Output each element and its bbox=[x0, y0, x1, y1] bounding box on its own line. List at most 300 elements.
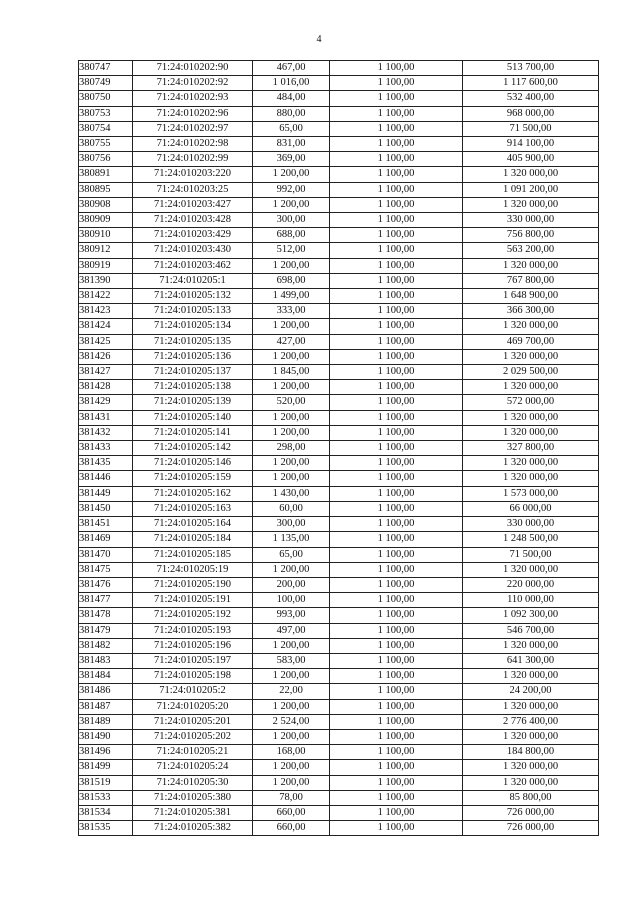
total-value-cell: 1 573 000,00 bbox=[463, 486, 599, 501]
record-id-cell: 381390 bbox=[79, 273, 133, 288]
table-row bbox=[79, 304, 599, 319]
record-id-cell: 381535 bbox=[79, 821, 133, 836]
total-value-cell: 1 248 500,00 bbox=[463, 532, 599, 547]
rate-cell: 1 100,00 bbox=[330, 304, 463, 319]
total-value-cell: 71 500,00 bbox=[463, 547, 599, 562]
total-value-cell: 2 029 500,00 bbox=[463, 365, 599, 380]
record-id-cell: 381424 bbox=[79, 319, 133, 334]
area-cell: 1 200,00 bbox=[253, 349, 330, 364]
rate-cell: 1 100,00 bbox=[330, 167, 463, 182]
total-value-cell: 405 900,00 bbox=[463, 152, 599, 167]
land-plots-table bbox=[78, 60, 599, 836]
area-cell: 660,00 bbox=[253, 821, 330, 836]
total-value-cell: 85 800,00 bbox=[463, 790, 599, 805]
record-id-cell: 381484 bbox=[79, 669, 133, 684]
total-value-cell: 1 320 000,00 bbox=[463, 197, 599, 212]
record-id-cell: 381435 bbox=[79, 456, 133, 471]
table-row bbox=[79, 471, 599, 486]
rate-cell: 1 100,00 bbox=[330, 380, 463, 395]
total-value-cell: 726 000,00 bbox=[463, 821, 599, 836]
rate-cell: 1 100,00 bbox=[330, 319, 463, 334]
table-row bbox=[79, 684, 599, 699]
cadastral-number-cell: 71:24:010202:98 bbox=[133, 137, 253, 152]
record-id-cell: 380756 bbox=[79, 152, 133, 167]
record-id-cell: 380750 bbox=[79, 91, 133, 106]
total-value-cell: 220 000,00 bbox=[463, 577, 599, 592]
record-id-cell: 381496 bbox=[79, 745, 133, 760]
area-cell: 512,00 bbox=[253, 243, 330, 258]
record-id-cell: 380912 bbox=[79, 243, 133, 258]
table-row bbox=[79, 714, 599, 729]
cadastral-number-cell: 71:24:010203:430 bbox=[133, 243, 253, 258]
cadastral-number-cell: 71:24:010202:93 bbox=[133, 91, 253, 106]
cadastral-number-cell: 71:24:010205:163 bbox=[133, 501, 253, 516]
table-row bbox=[79, 258, 599, 273]
table-row bbox=[79, 775, 599, 790]
record-id-cell: 381476 bbox=[79, 577, 133, 592]
table-row bbox=[79, 699, 599, 714]
record-id-cell: 380908 bbox=[79, 197, 133, 212]
record-id-cell: 381487 bbox=[79, 699, 133, 714]
record-id-cell: 380753 bbox=[79, 106, 133, 121]
rate-cell: 1 100,00 bbox=[330, 577, 463, 592]
record-id-cell: 380747 bbox=[79, 61, 133, 76]
total-value-cell: 1 320 000,00 bbox=[463, 167, 599, 182]
cadastral-number-cell: 71:24:010205:185 bbox=[133, 547, 253, 562]
cadastral-number-cell: 71:24:010205:193 bbox=[133, 623, 253, 638]
rate-cell: 1 100,00 bbox=[330, 213, 463, 228]
table-row bbox=[79, 486, 599, 501]
record-id-cell: 381422 bbox=[79, 289, 133, 304]
rate-cell: 1 100,00 bbox=[330, 821, 463, 836]
record-id-cell: 381431 bbox=[79, 410, 133, 425]
total-value-cell: 1 320 000,00 bbox=[463, 760, 599, 775]
record-id-cell: 380754 bbox=[79, 121, 133, 136]
area-cell: 467,00 bbox=[253, 61, 330, 76]
record-id-cell: 381482 bbox=[79, 638, 133, 653]
total-value-cell: 66 000,00 bbox=[463, 501, 599, 516]
rate-cell: 1 100,00 bbox=[330, 410, 463, 425]
rate-cell: 1 100,00 bbox=[330, 349, 463, 364]
area-cell: 65,00 bbox=[253, 547, 330, 562]
cadastral-number-cell: 71:24:010205:381 bbox=[133, 805, 253, 820]
area-cell: 2 524,00 bbox=[253, 714, 330, 729]
cadastral-number-cell: 71:24:010205:196 bbox=[133, 638, 253, 653]
record-id-cell: 381429 bbox=[79, 395, 133, 410]
cadastral-number-cell: 71:24:010205:198 bbox=[133, 669, 253, 684]
cadastral-number-cell: 71:24:010203:428 bbox=[133, 213, 253, 228]
area-cell: 1 016,00 bbox=[253, 76, 330, 91]
table-row bbox=[79, 653, 599, 668]
cadastral-number-cell: 71:24:010205:184 bbox=[133, 532, 253, 547]
area-cell: 200,00 bbox=[253, 577, 330, 592]
record-id-cell: 381425 bbox=[79, 334, 133, 349]
rate-cell: 1 100,00 bbox=[330, 365, 463, 380]
rate-cell: 1 100,00 bbox=[330, 197, 463, 212]
table-row bbox=[79, 106, 599, 121]
rate-cell: 1 100,00 bbox=[330, 243, 463, 258]
record-id-cell: 381499 bbox=[79, 760, 133, 775]
total-value-cell: 1 117 600,00 bbox=[463, 76, 599, 91]
area-cell: 1 200,00 bbox=[253, 760, 330, 775]
total-value-cell: 1 320 000,00 bbox=[463, 319, 599, 334]
area-cell: 1 200,00 bbox=[253, 258, 330, 273]
total-value-cell: 546 700,00 bbox=[463, 623, 599, 638]
total-value-cell: 469 700,00 bbox=[463, 334, 599, 349]
cadastral-number-cell: 71:24:010205:137 bbox=[133, 365, 253, 380]
area-cell: 1 200,00 bbox=[253, 775, 330, 790]
table-row bbox=[79, 821, 599, 836]
area-cell: 698,00 bbox=[253, 273, 330, 288]
record-id-cell: 380919 bbox=[79, 258, 133, 273]
total-value-cell: 184 800,00 bbox=[463, 745, 599, 760]
cadastral-number-cell: 71:24:010203:462 bbox=[133, 258, 253, 273]
area-cell: 168,00 bbox=[253, 745, 330, 760]
rate-cell: 1 100,00 bbox=[330, 91, 463, 106]
cadastral-number-cell: 71:24:010205:133 bbox=[133, 304, 253, 319]
rate-cell: 1 100,00 bbox=[330, 623, 463, 638]
cadastral-number-cell: 71:24:010205:132 bbox=[133, 289, 253, 304]
cadastral-number-cell: 71:24:010205:21 bbox=[133, 745, 253, 760]
rate-cell: 1 100,00 bbox=[330, 258, 463, 273]
record-id-cell: 381470 bbox=[79, 547, 133, 562]
total-value-cell: 1 320 000,00 bbox=[463, 456, 599, 471]
table-row bbox=[79, 517, 599, 532]
rate-cell: 1 100,00 bbox=[330, 532, 463, 547]
area-cell: 831,00 bbox=[253, 137, 330, 152]
record-id-cell: 380910 bbox=[79, 228, 133, 243]
rate-cell: 1 100,00 bbox=[330, 334, 463, 349]
table-row bbox=[79, 760, 599, 775]
table-row bbox=[79, 441, 599, 456]
table-row bbox=[79, 532, 599, 547]
table-row bbox=[79, 562, 599, 577]
record-id-cell: 381490 bbox=[79, 729, 133, 744]
table-row bbox=[79, 243, 599, 258]
rate-cell: 1 100,00 bbox=[330, 790, 463, 805]
rate-cell: 1 100,00 bbox=[330, 714, 463, 729]
rate-cell: 1 100,00 bbox=[330, 273, 463, 288]
area-cell: 298,00 bbox=[253, 441, 330, 456]
record-id-cell: 380909 bbox=[79, 213, 133, 228]
record-id-cell: 381519 bbox=[79, 775, 133, 790]
cadastral-number-cell: 71:24:010205:197 bbox=[133, 653, 253, 668]
table-row bbox=[79, 547, 599, 562]
total-value-cell: 563 200,00 bbox=[463, 243, 599, 258]
record-id-cell: 381446 bbox=[79, 471, 133, 486]
table-row bbox=[79, 365, 599, 380]
table-row bbox=[79, 608, 599, 623]
cadastral-number-cell: 71:24:010205:30 bbox=[133, 775, 253, 790]
table-row bbox=[79, 501, 599, 516]
area-cell: 65,00 bbox=[253, 121, 330, 136]
cadastral-number-cell: 71:24:010205:2 bbox=[133, 684, 253, 699]
table-row bbox=[79, 729, 599, 744]
cadastral-number-cell: 71:24:010205:20 bbox=[133, 699, 253, 714]
area-cell: 1 499,00 bbox=[253, 289, 330, 304]
cadastral-number-cell: 71:24:010205:380 bbox=[133, 790, 253, 805]
area-cell: 1 200,00 bbox=[253, 425, 330, 440]
rate-cell: 1 100,00 bbox=[330, 684, 463, 699]
rate-cell: 1 100,00 bbox=[330, 729, 463, 744]
rate-cell: 1 100,00 bbox=[330, 456, 463, 471]
total-value-cell: 1 320 000,00 bbox=[463, 258, 599, 273]
table-row bbox=[79, 182, 599, 197]
table-row bbox=[79, 213, 599, 228]
total-value-cell: 1 092 300,00 bbox=[463, 608, 599, 623]
total-value-cell: 110 000,00 bbox=[463, 593, 599, 608]
cadastral-number-cell: 71:24:010202:92 bbox=[133, 76, 253, 91]
table-row bbox=[79, 349, 599, 364]
table-body bbox=[79, 61, 599, 836]
area-cell: 1 200,00 bbox=[253, 699, 330, 714]
record-id-cell: 381486 bbox=[79, 684, 133, 699]
rate-cell: 1 100,00 bbox=[330, 669, 463, 684]
cadastral-number-cell: 71:24:010205:140 bbox=[133, 410, 253, 425]
area-cell: 1 135,00 bbox=[253, 532, 330, 547]
total-value-cell: 767 800,00 bbox=[463, 273, 599, 288]
rate-cell: 1 100,00 bbox=[330, 638, 463, 653]
rate-cell: 1 100,00 bbox=[330, 547, 463, 562]
area-cell: 688,00 bbox=[253, 228, 330, 243]
record-id-cell: 381489 bbox=[79, 714, 133, 729]
cadastral-number-cell: 71:24:010205:19 bbox=[133, 562, 253, 577]
rate-cell: 1 100,00 bbox=[330, 562, 463, 577]
rate-cell: 1 100,00 bbox=[330, 137, 463, 152]
record-id-cell: 381426 bbox=[79, 349, 133, 364]
total-value-cell: 327 800,00 bbox=[463, 441, 599, 456]
cadastral-number-cell: 71:24:010205:159 bbox=[133, 471, 253, 486]
table-row bbox=[79, 425, 599, 440]
table-row bbox=[79, 593, 599, 608]
table-row bbox=[79, 410, 599, 425]
total-value-cell: 1 320 000,00 bbox=[463, 380, 599, 395]
cadastral-number-cell: 71:24:010203:427 bbox=[133, 197, 253, 212]
area-cell: 520,00 bbox=[253, 395, 330, 410]
area-cell: 100,00 bbox=[253, 593, 330, 608]
rate-cell: 1 100,00 bbox=[330, 486, 463, 501]
rate-cell: 1 100,00 bbox=[330, 61, 463, 76]
area-cell: 484,00 bbox=[253, 91, 330, 106]
total-value-cell: 1 320 000,00 bbox=[463, 699, 599, 714]
total-value-cell: 1 320 000,00 bbox=[463, 729, 599, 744]
record-id-cell: 381450 bbox=[79, 501, 133, 516]
table-row bbox=[79, 334, 599, 349]
total-value-cell: 1 320 000,00 bbox=[463, 410, 599, 425]
record-id-cell: 381478 bbox=[79, 608, 133, 623]
area-cell: 1 200,00 bbox=[253, 197, 330, 212]
record-id-cell: 381479 bbox=[79, 623, 133, 638]
cadastral-number-cell: 71:24:010205:142 bbox=[133, 441, 253, 456]
record-id-cell: 380755 bbox=[79, 137, 133, 152]
area-cell: 300,00 bbox=[253, 213, 330, 228]
rate-cell: 1 100,00 bbox=[330, 76, 463, 91]
cadastral-number-cell: 71:24:010205:139 bbox=[133, 395, 253, 410]
cadastral-number-cell: 71:24:010205:192 bbox=[133, 608, 253, 623]
area-cell: 1 430,00 bbox=[253, 486, 330, 501]
rate-cell: 1 100,00 bbox=[330, 760, 463, 775]
rate-cell: 1 100,00 bbox=[330, 289, 463, 304]
total-value-cell: 641 300,00 bbox=[463, 653, 599, 668]
area-cell: 300,00 bbox=[253, 517, 330, 532]
cadastral-number-cell: 71:24:010205:162 bbox=[133, 486, 253, 501]
record-id-cell: 381533 bbox=[79, 790, 133, 805]
rate-cell: 1 100,00 bbox=[330, 517, 463, 532]
table-row bbox=[79, 121, 599, 136]
rate-cell: 1 100,00 bbox=[330, 441, 463, 456]
area-cell: 880,00 bbox=[253, 106, 330, 121]
cadastral-number-cell: 71:24:010205:146 bbox=[133, 456, 253, 471]
total-value-cell: 1 320 000,00 bbox=[463, 775, 599, 790]
total-value-cell: 330 000,00 bbox=[463, 213, 599, 228]
table-row bbox=[79, 669, 599, 684]
total-value-cell: 968 000,00 bbox=[463, 106, 599, 121]
table-row bbox=[79, 745, 599, 760]
table-row bbox=[79, 197, 599, 212]
total-value-cell: 330 000,00 bbox=[463, 517, 599, 532]
rate-cell: 1 100,00 bbox=[330, 228, 463, 243]
area-cell: 22,00 bbox=[253, 684, 330, 699]
record-id-cell: 380895 bbox=[79, 182, 133, 197]
table-row bbox=[79, 289, 599, 304]
total-value-cell: 914 100,00 bbox=[463, 137, 599, 152]
table-row bbox=[79, 805, 599, 820]
rate-cell: 1 100,00 bbox=[330, 775, 463, 790]
area-cell: 583,00 bbox=[253, 653, 330, 668]
total-value-cell: 726 000,00 bbox=[463, 805, 599, 820]
record-id-cell: 381475 bbox=[79, 562, 133, 577]
cadastral-number-cell: 71:24:010203:220 bbox=[133, 167, 253, 182]
total-value-cell: 1 320 000,00 bbox=[463, 669, 599, 684]
record-id-cell: 381427 bbox=[79, 365, 133, 380]
area-cell: 1 200,00 bbox=[253, 410, 330, 425]
rate-cell: 1 100,00 bbox=[330, 471, 463, 486]
area-cell: 369,00 bbox=[253, 152, 330, 167]
total-value-cell: 24 200,00 bbox=[463, 684, 599, 699]
cadastral-number-cell: 71:24:010205:135 bbox=[133, 334, 253, 349]
rate-cell: 1 100,00 bbox=[330, 653, 463, 668]
cadastral-number-cell: 71:24:010205:141 bbox=[133, 425, 253, 440]
area-cell: 1 200,00 bbox=[253, 380, 330, 395]
area-cell: 660,00 bbox=[253, 805, 330, 820]
record-id-cell: 381469 bbox=[79, 532, 133, 547]
table-row bbox=[79, 91, 599, 106]
total-value-cell: 1 320 000,00 bbox=[463, 471, 599, 486]
cadastral-number-cell: 71:24:010205:382 bbox=[133, 821, 253, 836]
rate-cell: 1 100,00 bbox=[330, 501, 463, 516]
area-cell: 1 200,00 bbox=[253, 562, 330, 577]
area-cell: 78,00 bbox=[253, 790, 330, 805]
cadastral-number-cell: 71:24:010203:429 bbox=[133, 228, 253, 243]
cadastral-number-cell: 71:24:010202:90 bbox=[133, 61, 253, 76]
table-row bbox=[79, 76, 599, 91]
area-cell: 333,00 bbox=[253, 304, 330, 319]
record-id-cell: 381483 bbox=[79, 653, 133, 668]
cadastral-number-cell: 71:24:010205:190 bbox=[133, 577, 253, 592]
rate-cell: 1 100,00 bbox=[330, 182, 463, 197]
rate-cell: 1 100,00 bbox=[330, 699, 463, 714]
rate-cell: 1 100,00 bbox=[330, 805, 463, 820]
cadastral-number-cell: 71:24:010202:96 bbox=[133, 106, 253, 121]
table-row bbox=[79, 577, 599, 592]
table-row bbox=[79, 61, 599, 76]
area-cell: 992,00 bbox=[253, 182, 330, 197]
table-row bbox=[79, 273, 599, 288]
cadastral-number-cell: 71:24:010202:97 bbox=[133, 121, 253, 136]
cadastral-number-cell: 71:24:010205:1 bbox=[133, 273, 253, 288]
record-id-cell: 381433 bbox=[79, 441, 133, 456]
table-row bbox=[79, 790, 599, 805]
record-id-cell: 381477 bbox=[79, 593, 133, 608]
table-row bbox=[79, 638, 599, 653]
total-value-cell: 513 700,00 bbox=[463, 61, 599, 76]
area-cell: 1 200,00 bbox=[253, 471, 330, 486]
total-value-cell: 1 320 000,00 bbox=[463, 638, 599, 653]
total-value-cell: 1 091 200,00 bbox=[463, 182, 599, 197]
cadastral-number-cell: 71:24:010205:136 bbox=[133, 349, 253, 364]
total-value-cell: 532 400,00 bbox=[463, 91, 599, 106]
record-id-cell: 381534 bbox=[79, 805, 133, 820]
record-id-cell: 381428 bbox=[79, 380, 133, 395]
area-cell: 1 200,00 bbox=[253, 729, 330, 744]
table-row bbox=[79, 137, 599, 152]
record-id-cell: 381449 bbox=[79, 486, 133, 501]
total-value-cell: 71 500,00 bbox=[463, 121, 599, 136]
record-id-cell: 380891 bbox=[79, 167, 133, 182]
area-cell: 497,00 bbox=[253, 623, 330, 638]
page-number: 4 bbox=[316, 34, 322, 45]
cadastral-number-cell: 71:24:010205:24 bbox=[133, 760, 253, 775]
total-value-cell: 1 320 000,00 bbox=[463, 562, 599, 577]
rate-cell: 1 100,00 bbox=[330, 152, 463, 167]
cadastral-number-cell: 71:24:010203:25 bbox=[133, 182, 253, 197]
rate-cell: 1 100,00 bbox=[330, 608, 463, 623]
total-value-cell: 756 800,00 bbox=[463, 228, 599, 243]
record-id-cell: 381423 bbox=[79, 304, 133, 319]
area-cell: 1 845,00 bbox=[253, 365, 330, 380]
cadastral-number-cell: 71:24:010205:138 bbox=[133, 380, 253, 395]
area-cell: 1 200,00 bbox=[253, 167, 330, 182]
total-value-cell: 1 320 000,00 bbox=[463, 349, 599, 364]
area-cell: 993,00 bbox=[253, 608, 330, 623]
area-cell: 1 200,00 bbox=[253, 669, 330, 684]
cadastral-number-cell: 71:24:010205:191 bbox=[133, 593, 253, 608]
cadastral-number-cell: 71:24:010205:134 bbox=[133, 319, 253, 334]
record-id-cell: 381432 bbox=[79, 425, 133, 440]
table-row bbox=[79, 152, 599, 167]
total-value-cell: 1 648 900,00 bbox=[463, 289, 599, 304]
rate-cell: 1 100,00 bbox=[330, 106, 463, 121]
table-row bbox=[79, 623, 599, 638]
rate-cell: 1 100,00 bbox=[330, 425, 463, 440]
rate-cell: 1 100,00 bbox=[330, 395, 463, 410]
area-cell: 427,00 bbox=[253, 334, 330, 349]
total-value-cell: 366 300,00 bbox=[463, 304, 599, 319]
cadastral-number-cell: 71:24:010205:201 bbox=[133, 714, 253, 729]
table-row bbox=[79, 380, 599, 395]
table-row bbox=[79, 319, 599, 334]
area-cell: 1 200,00 bbox=[253, 319, 330, 334]
area-cell: 1 200,00 bbox=[253, 638, 330, 653]
table-row bbox=[79, 395, 599, 410]
rate-cell: 1 100,00 bbox=[330, 745, 463, 760]
table-row bbox=[79, 167, 599, 182]
rate-cell: 1 100,00 bbox=[330, 593, 463, 608]
record-id-cell: 381451 bbox=[79, 517, 133, 532]
area-cell: 60,00 bbox=[253, 501, 330, 516]
cadastral-number-cell: 71:24:010205:164 bbox=[133, 517, 253, 532]
rate-cell: 1 100,00 bbox=[330, 121, 463, 136]
